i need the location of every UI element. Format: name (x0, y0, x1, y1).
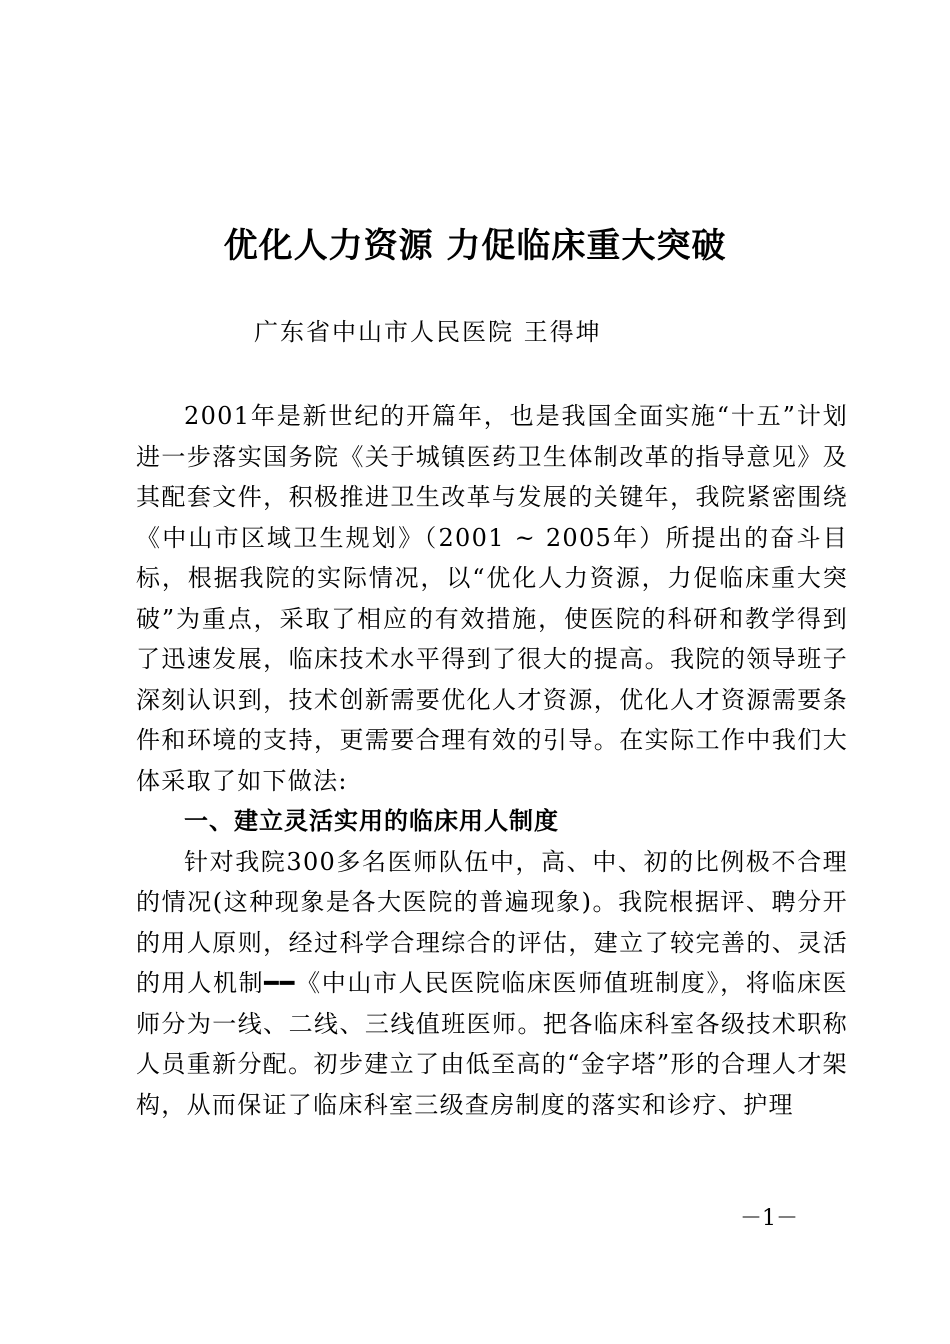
paragraph-section-one: 针对我院300多名医师队伍中，高、中、初的比例极不合理的情况(这种现象是各大医院的普遍现象)。我院根据评、聘分开的用人原则，经过科学合理综合的评估，建立了较完善的、灵活的用人机制━━《中山市人民医院临床医师值班制度》，将临床医师分为一线、二线、三线值班医师。把各临床科室各级技术职称人员重新分配。初步建立了由低至高的“金字塔”形的合理人才架构，从而保证了临床科室三级查房制度的落实和诊疗、护理 (136, 847, 848, 1119)
section-heading: 一、建立灵活实用的临床用人制度 (184, 807, 559, 835)
page-number: －1－ (740, 1206, 798, 1231)
paragraph-intro: 2001年是新世纪的开篇年，也是我国全面实施“十五”计划进一步落实国务院《关于城镇医药卫生体制改革的指导意见》及其配套文件，积极推进卫生改革与发展的关键年，我院紧密围绕《中山市区域卫生规划》（2001 ~ 2005年）所提出的奋斗目标，根据我院的实际情况，以“优化人力资源，力促临床重大突破”为重点，采取了相应的有效措施，使医院的科研和教学得到了迅速发展，临床技术水平得到了很大的提高。我院的领导班子深刻认识到，技术创新需要优化人才资源，优化人才资源需要条件和环境的支持，更需要合理有效的引导。在实际工作中我们大体采取了如下做法: (136, 402, 848, 795)
document-title: 优化人力资源 力促临床重大突破 (223, 226, 727, 266)
document-body (136, 396, 848, 1125)
author-byline: 广东省中山市人民医院 王得坤 (254, 318, 602, 346)
